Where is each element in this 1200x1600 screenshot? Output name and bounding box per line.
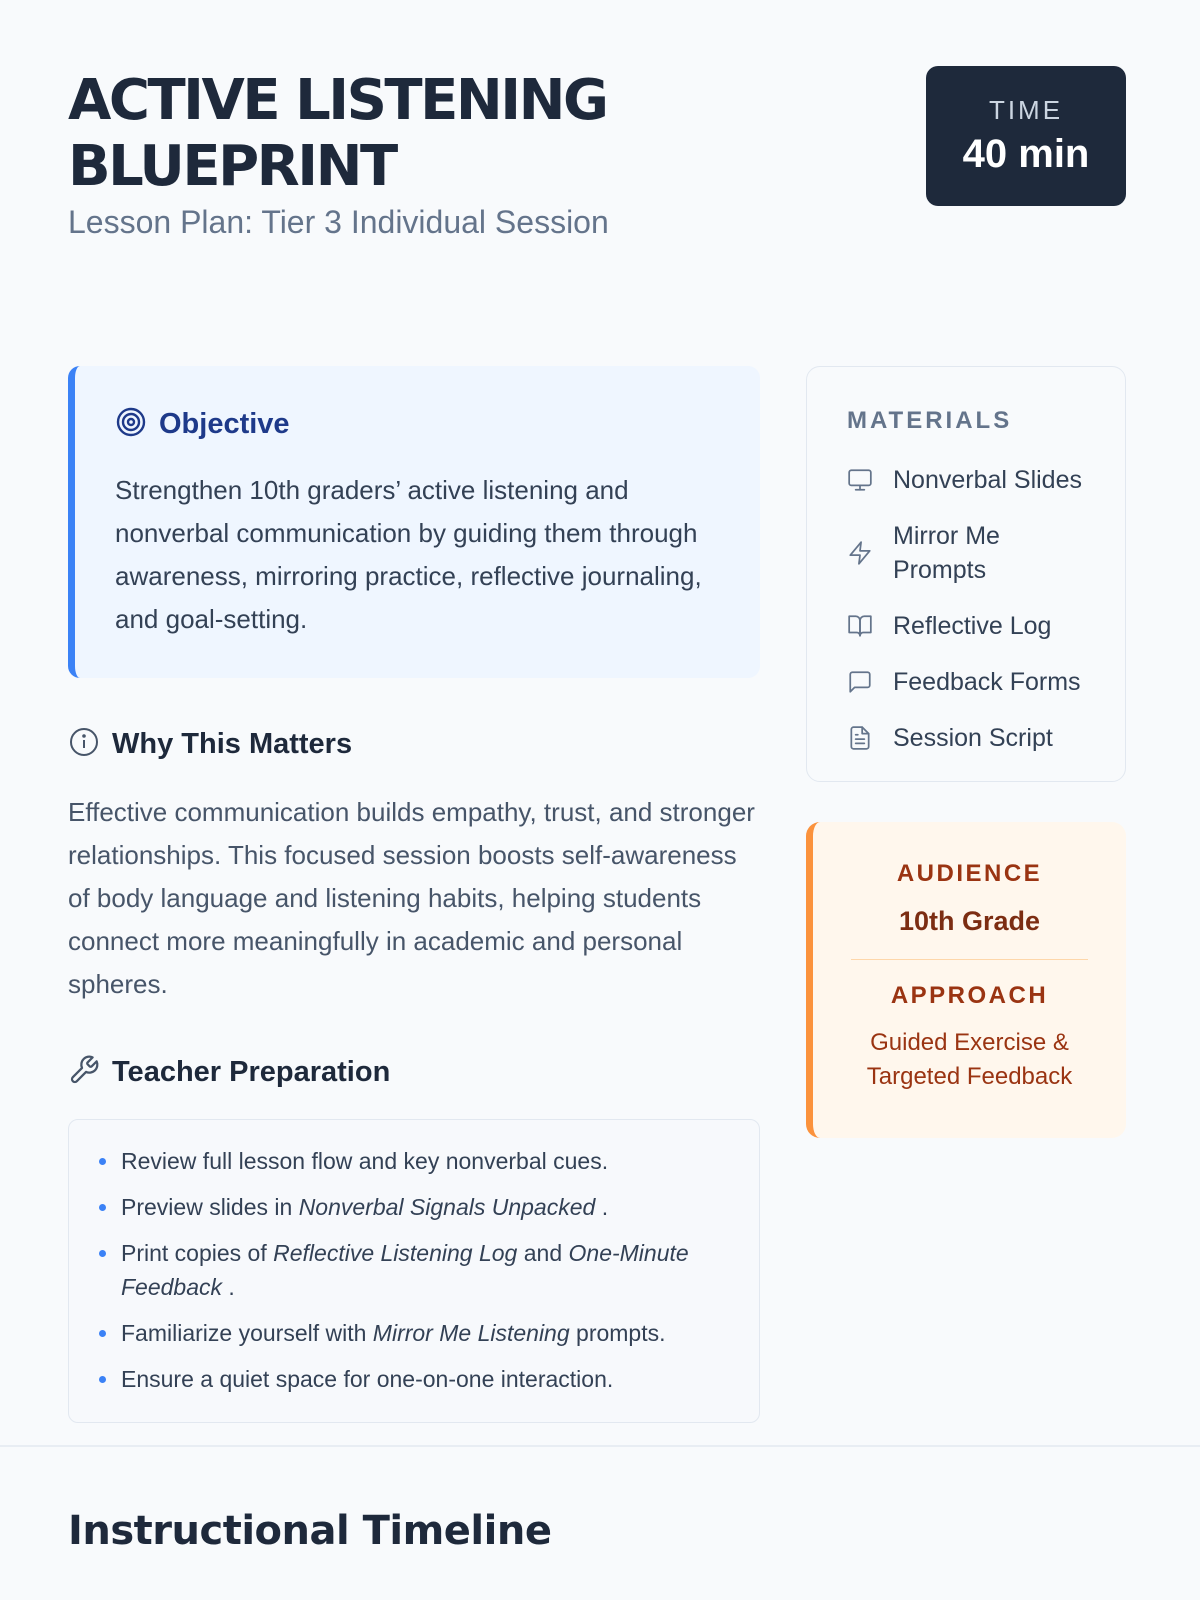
timeline-title: Instructional Timeline [68, 1508, 552, 1554]
file-text-icon [847, 725, 873, 751]
prep-box [68, 1119, 760, 1423]
section-divider [0, 1445, 1200, 1447]
audience-value: 10th Grade [898, 906, 1041, 936]
list-item: Print copies of Reflective Listening Log and One-Minute Feedback . [97, 1236, 731, 1304]
approach-value: Guided Exercise & Targeted Feedback [866, 1029, 1073, 1090]
materials-item [847, 519, 1093, 587]
title-block [68, 66, 708, 241]
info-icon [68, 726, 100, 763]
zap-icon [847, 540, 873, 566]
page-subtitle: Lesson Plan: Tier 3 Individual Session [68, 204, 609, 240]
time-value: 40 min [962, 132, 1090, 176]
materials-item-label: Nonverbal Slides [893, 466, 1082, 494]
left-column [68, 366, 760, 1423]
materials-item-label: Feedback Forms [893, 668, 1081, 696]
why-title: Why This Matters [112, 728, 353, 760]
audience-divider [851, 959, 1088, 960]
list-item: Familiarize yourself with Mirror Me Listening prompts. [97, 1316, 731, 1350]
materials-item-label: Reflective Log [893, 612, 1052, 640]
message-icon [847, 669, 873, 695]
list-item: Preview slides in Nonverbal Signals Unpacked . [97, 1190, 731, 1224]
time-badge [926, 66, 1126, 206]
time-label: TIME [988, 95, 1064, 125]
prep-title: Teacher Preparation [112, 1056, 391, 1088]
prep-list [97, 1144, 731, 1396]
approach-label: APPROACH [890, 982, 1049, 1009]
main-content [68, 366, 1134, 1423]
why-text: Effective communication builds empathy, trust, and stronger relationships. This focused session boosts self-awareness of body language and listening habits, helping students connect more meaningfully in academic and personal spheres. [68, 797, 755, 999]
materials-item [847, 721, 1093, 755]
header [68, 66, 1134, 316]
objective-card [68, 366, 760, 678]
monitor-icon [847, 467, 873, 493]
audience-label: AUDIENCE [896, 860, 1043, 887]
materials-card [806, 366, 1126, 782]
objective-text: Strengthen 10th graders’ active listening and nonverbal communication by guiding them through awareness, mirroring practice, reflective journaling, and goal-setting. [115, 475, 702, 634]
materials-item [847, 463, 1093, 497]
list-item: Ensure a quiet space for one-on-one interaction. [97, 1362, 731, 1396]
right-column [806, 366, 1126, 1423]
list-item: Review full lesson flow and key nonverbal cues. [97, 1144, 731, 1178]
materials-item-label: Session Script [893, 724, 1053, 752]
why-header [68, 726, 760, 763]
page-title: ACTIVE LISTENING BLUEPRINT [68, 68, 607, 199]
materials-title: MATERIALS [847, 407, 1013, 434]
prep-header [68, 1054, 760, 1091]
materials-item [847, 665, 1093, 699]
target-icon [115, 406, 147, 443]
book-icon [847, 613, 873, 639]
objective-header [115, 406, 720, 443]
materials-item [847, 609, 1093, 643]
audience-card [806, 822, 1126, 1138]
materials-item-label: Mirror Me Prompts [893, 522, 1000, 584]
objective-title: Objective [159, 408, 290, 440]
wrench-icon [68, 1054, 100, 1091]
